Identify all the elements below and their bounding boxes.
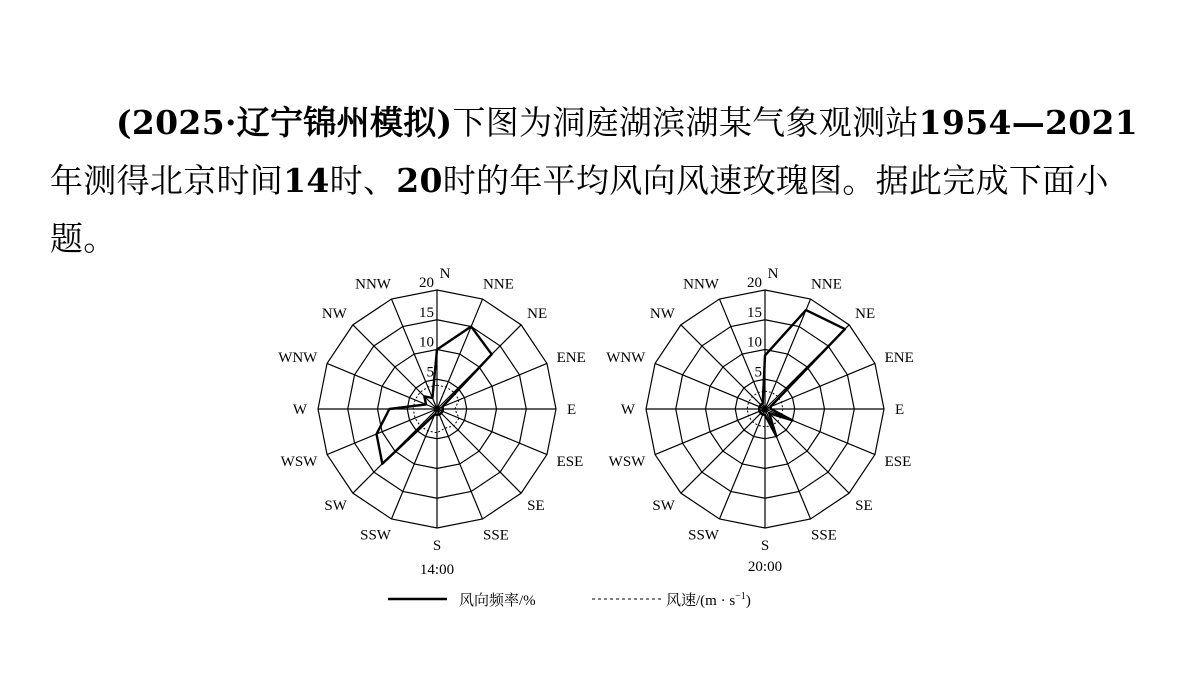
direction-label: ENE — [556, 349, 586, 366]
radial-tick-label: 15 — [419, 304, 434, 321]
wind-rose-1400 — [278, 266, 586, 578]
direction-label: WSW — [608, 454, 646, 471]
direction-label: ESE — [556, 454, 584, 471]
direction-label: NNE — [483, 276, 514, 293]
frequency-series-line — [377, 327, 492, 464]
radial-tick-label: 10 — [419, 334, 434, 351]
direction-label: ENE — [884, 349, 914, 366]
question-years: 1954—2021 — [918, 103, 1139, 142]
legend-freq-label: 风向频率/% — [459, 593, 536, 609]
direction-label: SE — [527, 498, 545, 515]
question-time-14: 14 — [283, 161, 330, 200]
direction-label: NNE — [811, 276, 842, 293]
radial-tick-label: 5 — [754, 364, 762, 381]
direction-label: E — [567, 402, 577, 418]
radial-tick-label: 15 — [747, 304, 762, 321]
direction-label: W — [292, 402, 307, 418]
direction-label: ESE — [884, 454, 912, 471]
direction-label: WNW — [606, 349, 646, 366]
direction-label: N — [767, 266, 779, 282]
direction-label: SW — [652, 498, 675, 515]
grid-spoke — [437, 409, 521, 493]
legend — [388, 591, 751, 609]
direction-label: W — [620, 402, 635, 418]
radial-tick-label: 20 — [419, 275, 434, 291]
direction-label: NW — [649, 305, 675, 322]
direction-label: SSW — [360, 527, 391, 544]
question-time-20: 20 — [396, 161, 443, 200]
direction-label: S — [432, 538, 442, 554]
direction-label: NNW — [683, 276, 719, 293]
direction-label: NW — [321, 305, 347, 322]
direction-label: SSE — [811, 527, 837, 544]
chart-title: 20:00 — [747, 559, 783, 575]
radial-tick-label: 5 — [426, 364, 434, 381]
chart-title: 14:00 — [419, 562, 455, 578]
direction-label: E — [895, 402, 905, 418]
radial-tick-label: 20 — [747, 275, 762, 291]
question-source: (2025·辽宁锦州模拟) — [116, 103, 453, 142]
direction-label: N — [439, 266, 451, 282]
direction-label: S — [760, 538, 770, 554]
legend-speed-label: 风速$/(m \cdot s^{-1})$ — [666, 591, 751, 609]
question-text-b: 年测得北京时间 — [50, 161, 284, 200]
direction-label: SSE — [483, 527, 509, 544]
direction-label: NE — [855, 305, 876, 322]
question-text-a: 下图为洞庭湖滨湖某气象观测站 — [452, 103, 919, 142]
direction-label: SW — [324, 498, 347, 515]
direction-label: NE — [527, 305, 548, 322]
direction-label: WSW — [280, 454, 318, 471]
direction-label: SSW — [688, 527, 719, 544]
question-text-c: 时、 — [329, 161, 397, 200]
wind-rose-2000 — [606, 266, 914, 575]
radial-tick-label: 10 — [747, 334, 762, 351]
question-text-d: 时的年平均风向风速玫瑰图。据此完成下面小题。 — [50, 161, 1109, 258]
direction-label: WNW — [278, 349, 318, 366]
direction-label: NNW — [355, 276, 391, 293]
direction-label: SE — [855, 498, 873, 515]
